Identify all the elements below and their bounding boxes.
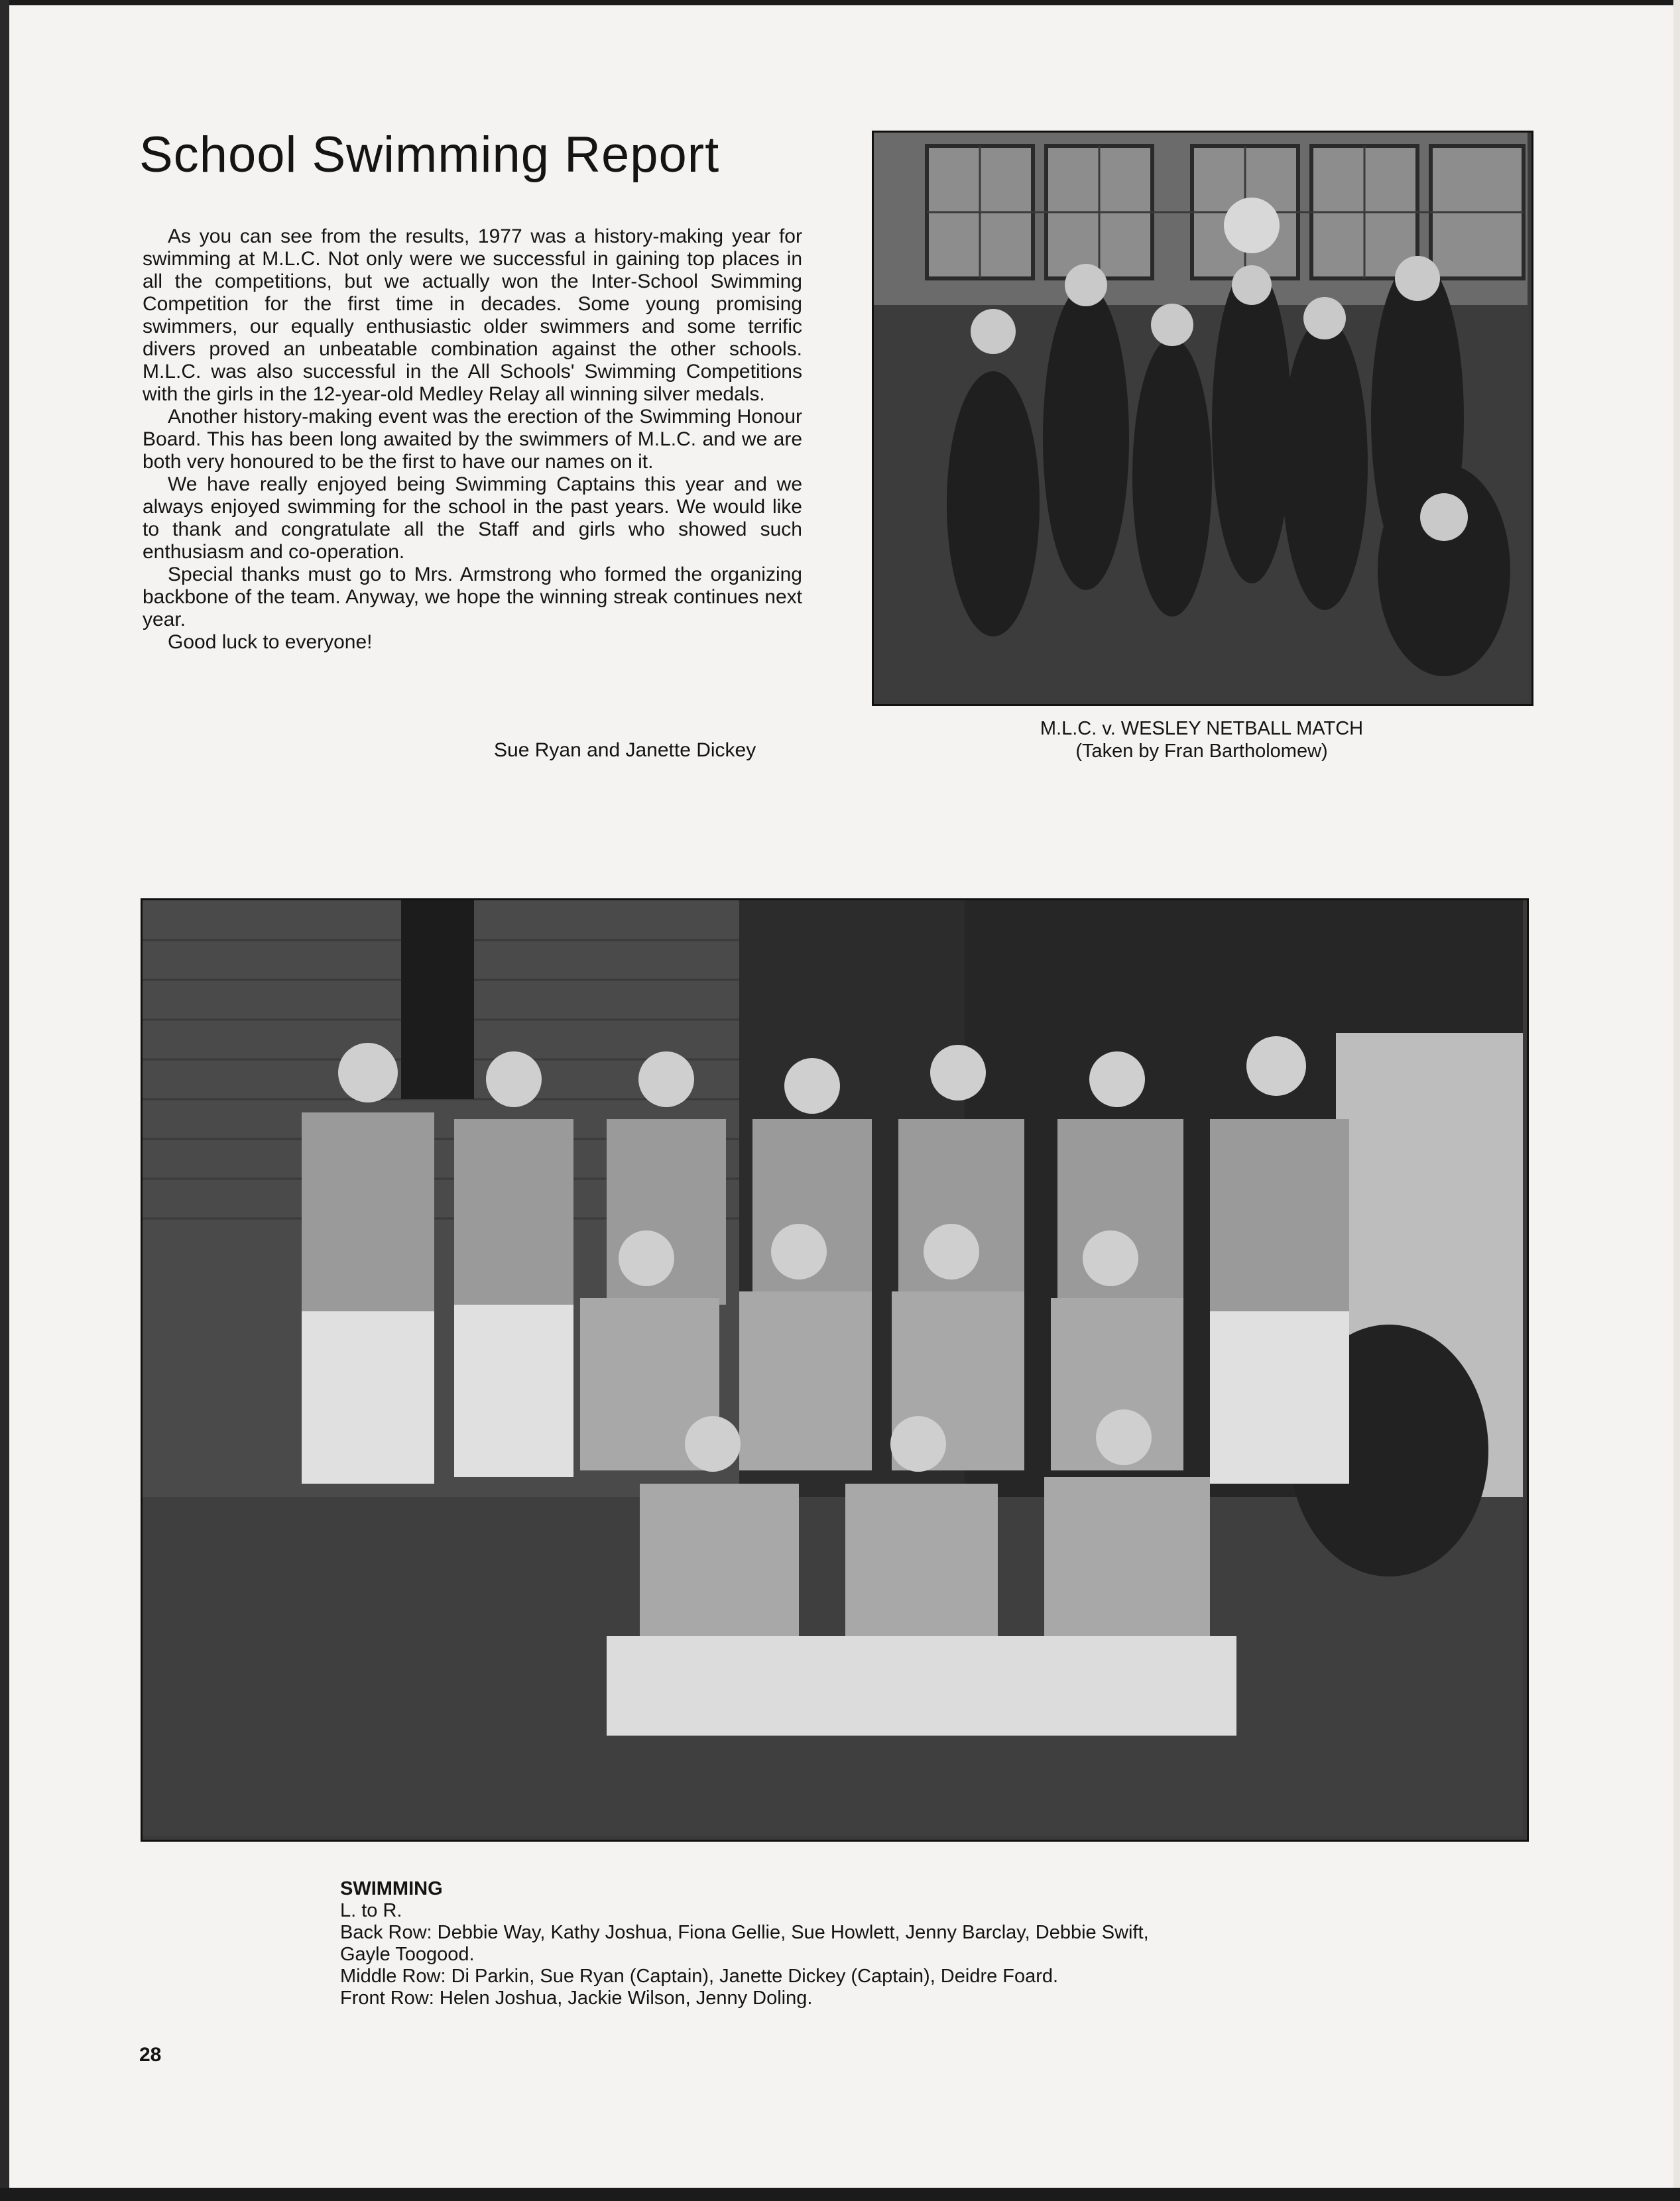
netball-caption-credit: (Taken by Fran Bartholomew): [1075, 741, 1328, 762]
netball-caption-title: M.L.C. v. WESLEY NETBALL MATCH: [1040, 718, 1364, 739]
swimming-caption-middle-row: Middle Row: Di Parkin, Sue Ryan (Captain), Janette Dickey (Captain), Deidre Foard.: [340, 1966, 1059, 1987]
report-paragraph: Another history-making event was the erection of the Swimming Honour Board. This has been long awaited by the swimmers of M.L.C. and we are both very honoured to be the first to have our names on it.: [143, 406, 802, 473]
swimming-caption-heading: SWIMMING: [340, 1878, 443, 1899]
scan-edge-top: [0, 0, 1680, 5]
swimming-photo-caption: [340, 1878, 1149, 2009]
swimming-team-photo: [141, 898, 1529, 1842]
report-paragraph: As you can see from the results, 1977 was a history-making year for swimming at M.L.C. Not only were we successful in gaining top places in all the competitions, but we actually won the Inter-School Swimming Competition for the first time in decades. Some young promising swimmers, our equally enthusiastic older swimmers and some terrific divers proved an unbeatable combination against the other schools. M.L.C. was also successful in the All Schools' Swimming Competitions with the girls in the 12-year-old Medley Relay all winning silver medals.: [143, 225, 802, 405]
scan-edge-right: [1673, 0, 1680, 2201]
scan-edge-bottom: [0, 2188, 1680, 2201]
netball-photo-caption: [872, 717, 1531, 762]
page-title: School Swimming Report: [139, 127, 720, 183]
report-signoff: Sue Ryan and Janette Dickey: [494, 739, 756, 761]
scan-edge-left: [0, 0, 9, 2201]
page-number: 28: [139, 2044, 162, 2066]
swimming-caption-front-row: Front Row: Helen Joshua, Jackie Wilson, Jenny Doling.: [340, 1988, 813, 2009]
report-paragraph: Good luck to everyone!: [168, 631, 373, 653]
netball-match-photo: [872, 131, 1533, 706]
swimming-caption-back-row-cont: Gayle Toogood.: [340, 1944, 475, 1965]
swimming-caption-order: L. to R.: [340, 1900, 402, 1921]
swimming-caption-back-row: Back Row: Debbie Way, Kathy Joshua, Fiona Gellie, Sue Howlett, Jenny Barclay, Debbie Swift,: [340, 1922, 1149, 1943]
report-paragraph: We have really enjoyed being Swimming Captains this year and we always enjoyed swimming for the school in the past years. We would like to thank and congratulate all the Staff and girls who showed such enthusiasm and co-operation.: [143, 473, 802, 563]
report-paragraph: Special thanks must go to Mrs. Armstrong who formed the organizing backbone of the team. Anyway, we hope the winning streak continues next year.: [143, 564, 802, 630]
report-body: [143, 225, 802, 654]
